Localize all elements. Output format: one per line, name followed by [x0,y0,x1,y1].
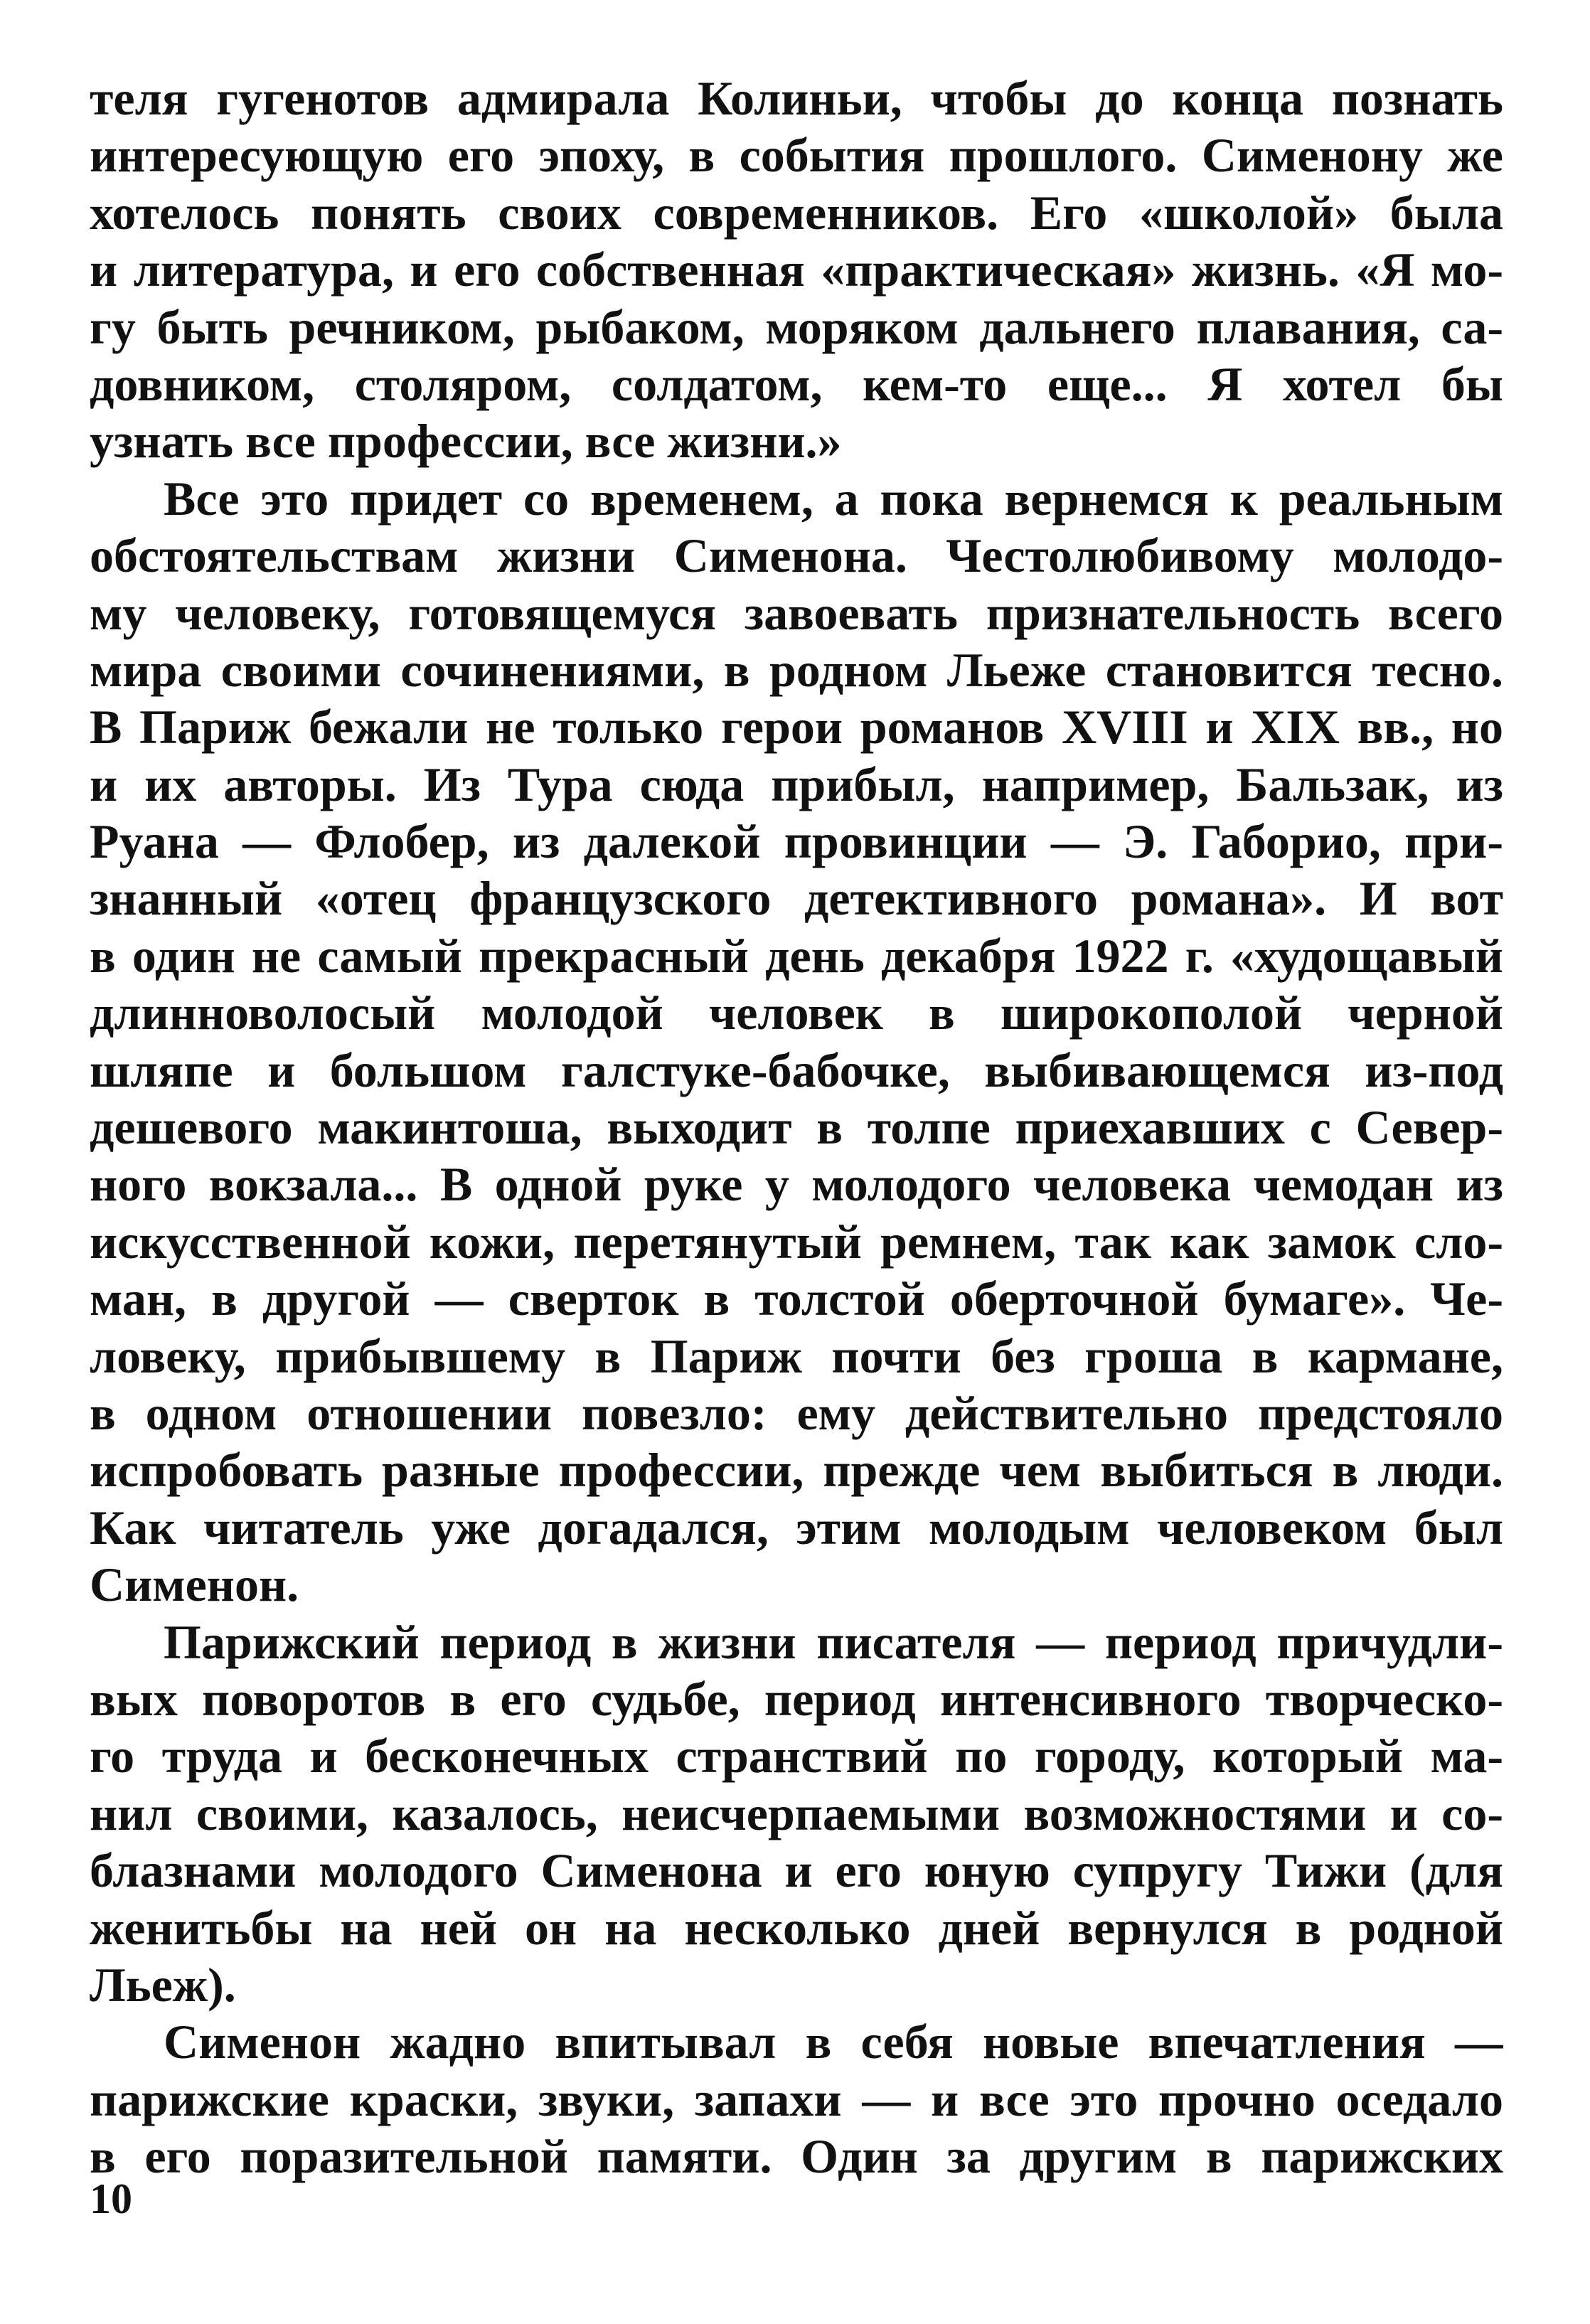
text-line: обстоятельствам жизни Сименона. Честолюбивому молодо- [90,528,1503,583]
text-line: ного вокзала... В одной руке у молодого человека чемодан из [90,1157,1503,1212]
text-line: в один не самый прекрасный день декабря 1922 г. «худощавый [90,928,1503,983]
text-line: блазнами молодого Сименона и его юную супругу Тижи (для [90,1843,1503,1898]
text-line: го труда и бесконечных странствий по городу, который ма- [90,1729,1503,1784]
text-line: дешевого макинтоша, выходит в толпе приехавших с Север- [90,1100,1503,1155]
text-line: вых поворотов в его судьбе, период интенсивного творческо- [90,1671,1503,1726]
text-line: В Париж бежали не только герои романов XVIII и XIX вв., но [90,700,1503,755]
text-line: испробовать разные профессии, прежде чем выбиться в люди. [90,1443,1503,1498]
text-line: парижские краски, звуки, запахи — и все это прочно оседало [90,2072,1503,2126]
text-line: Как читатель уже догадался, этим молодым человеком был [90,1500,1503,1555]
text-line: нил своими, казалось, неисчерпаемыми возможностями и со- [90,1786,1503,1840]
text-line: и их авторы. Из Тура сюда прибыл, например, Бальзак, из [90,757,1503,811]
text-line: интересующую его эпоху, в события прошлого. Сименону же [90,128,1503,183]
text-line: Льеж). [90,1957,236,2012]
text-line: теля гугенотов адмирала Колиньи, чтобы до конца познать [90,71,1503,125]
text-line: гу быть речником, рыбаком, моряком дальнего плавания, са- [90,299,1503,354]
text-line: Руана — Флобер, из далекой провинции — Э. Габорио, при- [90,814,1503,869]
text-line: Парижский период в жизни писателя — период причудли- [164,1614,1503,1669]
text-line: искусственной кожи, перетянутый ремнем, так как замок сло- [90,1214,1503,1269]
body-text [90,70,1503,2185]
text-line: хотелось понять своих современников. Его «школой» была [90,185,1503,240]
page-number: 10 [90,2175,132,2222]
text-line: знанный «отец французского детективного романа». И вот [90,871,1503,926]
text-line: Сименон жадно впитывал в себя новые впечатления — [164,2015,1503,2069]
text-line: му человеку, готовящемуся завоевать признательность всего [90,585,1503,640]
text-line: женитьбы на ней он на несколько дней вернулся в родной [90,1900,1503,1955]
text-line: узнать все профессии, все жизни.» [90,414,842,469]
text-line: довником, столяром, солдатом, кем-то еще... Я хотел бы [90,356,1503,411]
text-line: и литература, и его собственная «практическая» жизнь. «Я мо- [90,242,1503,297]
text-line: ловеку, прибывшему в Париж почти без гроша в кармане, [90,1328,1503,1383]
text-line: шляпе и большом галстуке-бабочке, выбивающемся из-под [90,1043,1503,1097]
text-line: мира своими сочинениями, в родном Льеже становится тесно. [90,642,1503,697]
text-line: ман, в другой — сверток в толстой оберточной бумаге». Че- [90,1272,1503,1326]
text-line: длинноволосый молодой человек в широкополой черной [90,986,1503,1040]
text-line: в одном отношении повезло: ему действительно предстояло [90,1385,1503,1440]
text-line: Все это придет со временем, а пока вернемся к реальным [164,471,1503,526]
text-line: в его поразительной памяти. Один за другим в парижских [90,2129,1503,2184]
text-line: Сименон. [90,1557,299,1612]
